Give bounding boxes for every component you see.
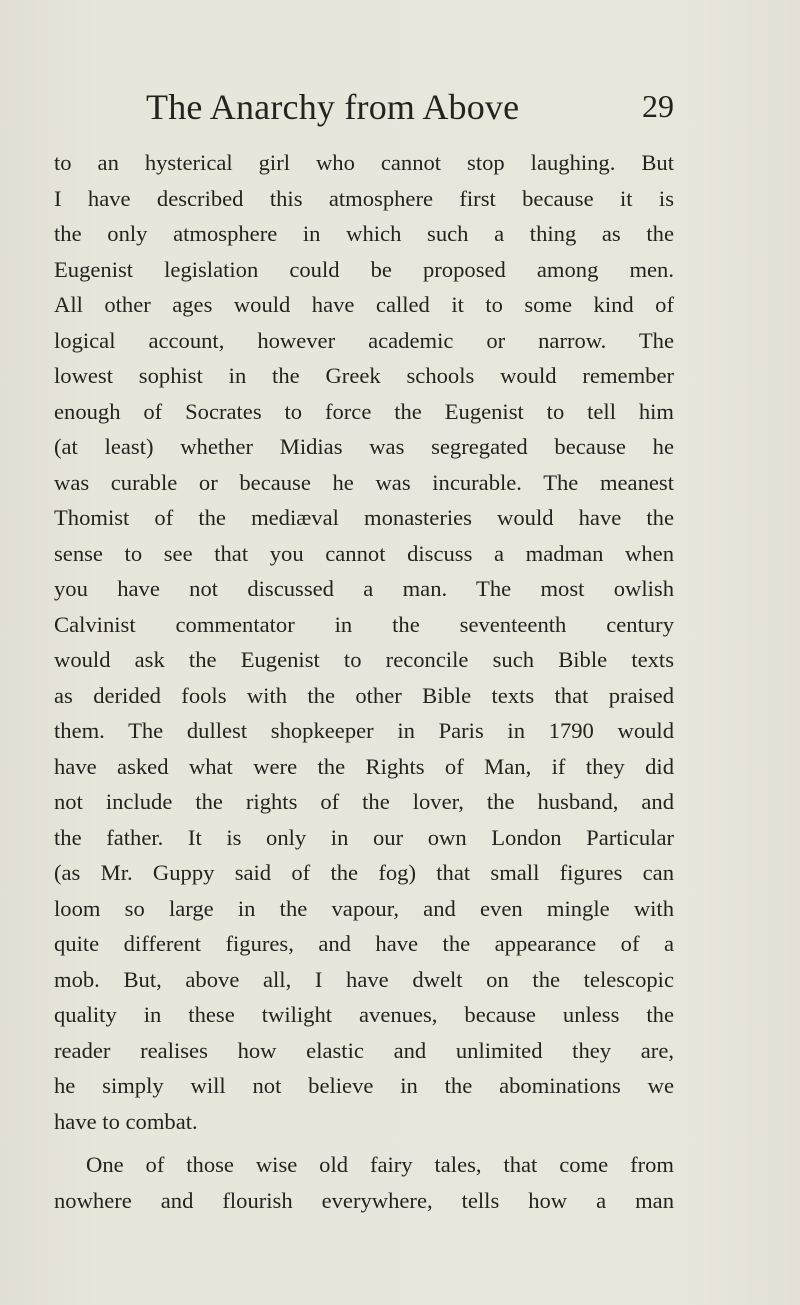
text-line: the only atmosphere in which such a thing as the xyxy=(54,221,674,246)
text-line: (at least) whether Midias was segregated because he xyxy=(54,434,674,459)
text-line: (as Mr. Guppy said of the fog) that small figures can xyxy=(54,860,674,885)
paragraph xyxy=(54,1147,674,1218)
page-header xyxy=(54,86,674,134)
text-line: sense to see that you cannot discuss a madman when xyxy=(54,540,674,566)
paragraph-gap xyxy=(54,1139,674,1147)
text-line: to an hysterical girl who cannot stop laughing. But xyxy=(54,150,674,175)
text-line: I have described this atmosphere first because it is xyxy=(54,185,674,211)
text-line: logical account, however academic or narrow. The xyxy=(54,327,674,353)
text-line: enough of Socrates to force the Eugenist to tell him xyxy=(54,398,674,424)
text-line: mob. But, above all, I have dwelt on the telescopic xyxy=(54,966,674,992)
text-line: he simply will not believe in the abominations we xyxy=(54,1073,674,1098)
text-line: as derided fools with the other Bible texts that praised xyxy=(54,682,674,708)
text-line: was curable or because he was incurable. The meanest xyxy=(54,469,674,495)
text-line: would ask the Eugenist to reconcile such Bible texts xyxy=(54,647,674,672)
text-line: All other ages would have called it to some kind of xyxy=(54,292,674,317)
paragraph xyxy=(54,145,674,1139)
text-line: reader realises how elastic and unlimited they are, xyxy=(54,1037,674,1063)
text-line: have asked what were the Rights of Man, if they did xyxy=(54,753,674,779)
page-number: 29 xyxy=(642,88,674,124)
text-line: Calvinist commentator in the seventeenth century xyxy=(54,611,674,637)
text-line: loom so large in the vapour, and even mingle with xyxy=(54,895,674,921)
text-line: lowest sophist in the Greek schools would remember xyxy=(54,363,674,388)
running-title: The Anarchy from Above xyxy=(146,87,520,127)
text-line: One of those wise old fairy tales, that come from xyxy=(86,1152,674,1177)
text-line: the father. It is only in our own London Particular xyxy=(54,824,674,850)
text-line: Eugenist legislation could be proposed among men. xyxy=(54,256,674,282)
text-line: nowhere and flourish everywhere, tells how a man xyxy=(54,1187,674,1213)
text-line: have to combat. xyxy=(54,1108,198,1134)
text-line: quite different figures, and have the appearance of a xyxy=(54,931,674,956)
text-line: you have not discussed a man. The most owlish xyxy=(54,576,674,601)
text-line: Thomist of the mediæval monasteries would have the xyxy=(54,505,674,530)
text-line: quality in these twilight avenues, because unless the xyxy=(54,1002,674,1027)
body-text xyxy=(54,145,674,1218)
text-line: not include the rights of the lover, the husband, and xyxy=(54,789,674,814)
text-line: them. The dullest shopkeeper in Paris in 1790 would xyxy=(54,718,674,743)
